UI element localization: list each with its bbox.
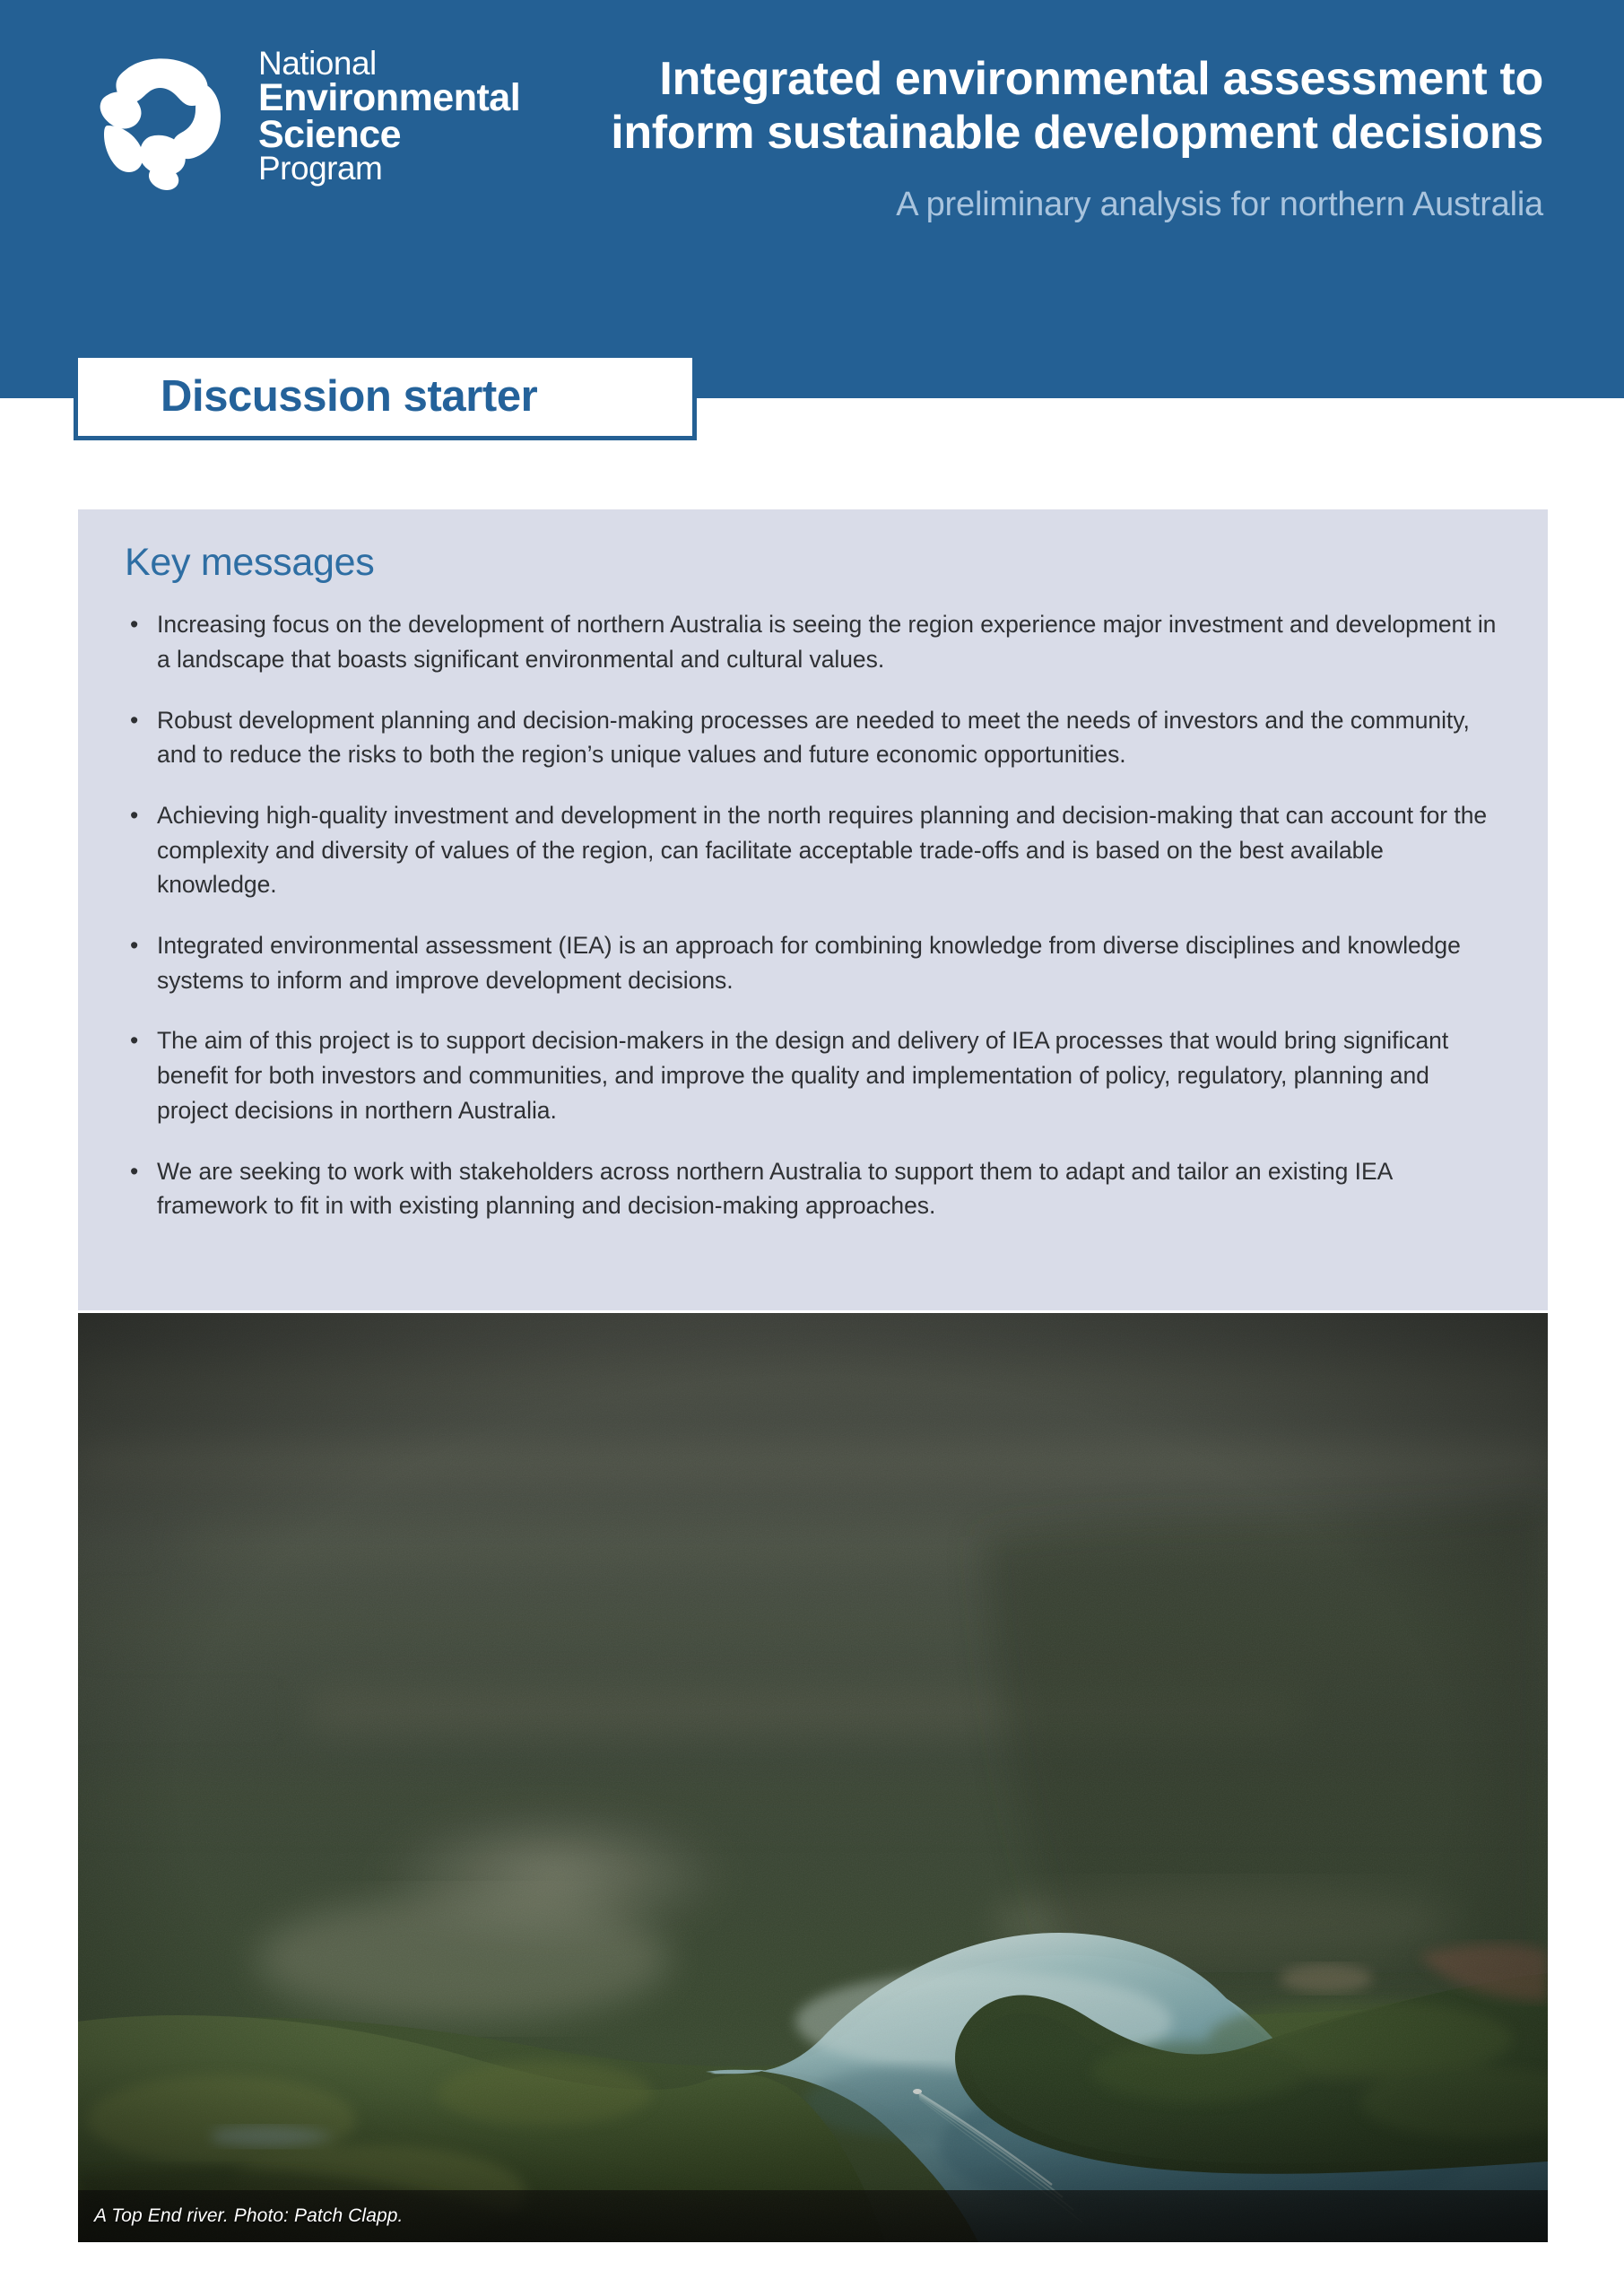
- discussion-starter-label: Discussion starter: [161, 372, 538, 421]
- nesp-australia-logo-icon: [74, 43, 246, 196]
- photo-caption: A Top End river. Photo: Patch Clapp.: [94, 2205, 404, 2226]
- list-item-text: The aim of this project is to support decision-makers in the design and delivery of IEA processes that would bring significant benefit for both investors and communities, and improve the quality and implementation of policy, regulatory, planning and project decisions in northern Australia.: [157, 1027, 1449, 1124]
- aerial-river-photograph: [78, 1313, 1548, 2242]
- list-item: [125, 703, 1501, 772]
- list-item-text: Increasing focus on the development of northern Australia is seeing the region experience major investment and development in a landscape that boasts significant environmental and cultural values.: [157, 611, 1497, 673]
- list-item: [125, 1023, 1501, 1127]
- page-header: [0, 0, 1624, 398]
- list-item: [125, 607, 1501, 676]
- key-messages-panel: [78, 509, 1548, 1310]
- photo-caption-bar: [78, 2190, 1548, 2242]
- list-item-text: Achieving high-quality investment and development in the north requires planning and decision-making that can account for the complexity and diversity of values of the region, can facilitate acceptable trade-offs and is based on the best available knowledge.: [157, 802, 1488, 899]
- list-item: [125, 798, 1501, 902]
- logo-line-science: Science: [258, 113, 402, 157]
- logo-line-environmental: Environmental: [258, 76, 521, 120]
- discussion-starter-badge: [74, 353, 697, 440]
- title-block: [575, 52, 1543, 225]
- bullet-icon: •: [130, 1027, 139, 1055]
- bullet-icon: •: [130, 802, 139, 830]
- key-messages-list: [125, 607, 1501, 1223]
- list-item: [125, 1154, 1501, 1223]
- list-item-text: Robust development planning and decision-making processes are needed to meet the needs of investors and the community, and to reduce the risks to both the region’s unique values and future economic opportunities.: [157, 706, 1470, 769]
- bullet-icon: •: [130, 1157, 139, 1185]
- page-subtitle: A preliminary analysis for northern Australia: [896, 185, 1543, 223]
- bullet-icon: •: [130, 611, 139, 639]
- list-item-text: We are seeking to work with stakeholders across northern Australia to support them to adapt and tailor an existing IEA framework to fit in with existing planning and decision-making approaches.: [157, 1157, 1392, 1220]
- logo-line-program: Program: [258, 150, 383, 187]
- list-item: [125, 928, 1501, 997]
- key-messages-heading: Key messages: [125, 541, 375, 584]
- logo-line-national: National: [258, 45, 377, 82]
- nesp-logo-wordmark: [258, 43, 520, 185]
- bullet-icon: •: [130, 932, 139, 960]
- page-title: Integrated environmental assessment to inform sustainable development decisions: [611, 53, 1543, 160]
- bullet-icon: •: [130, 706, 139, 734]
- list-item-text: Integrated environmental assessment (IEA) is an approach for combining knowledge from diverse disciplines and knowledge systems to inform and improve development decisions.: [157, 932, 1461, 994]
- nesp-logo: [74, 43, 520, 196]
